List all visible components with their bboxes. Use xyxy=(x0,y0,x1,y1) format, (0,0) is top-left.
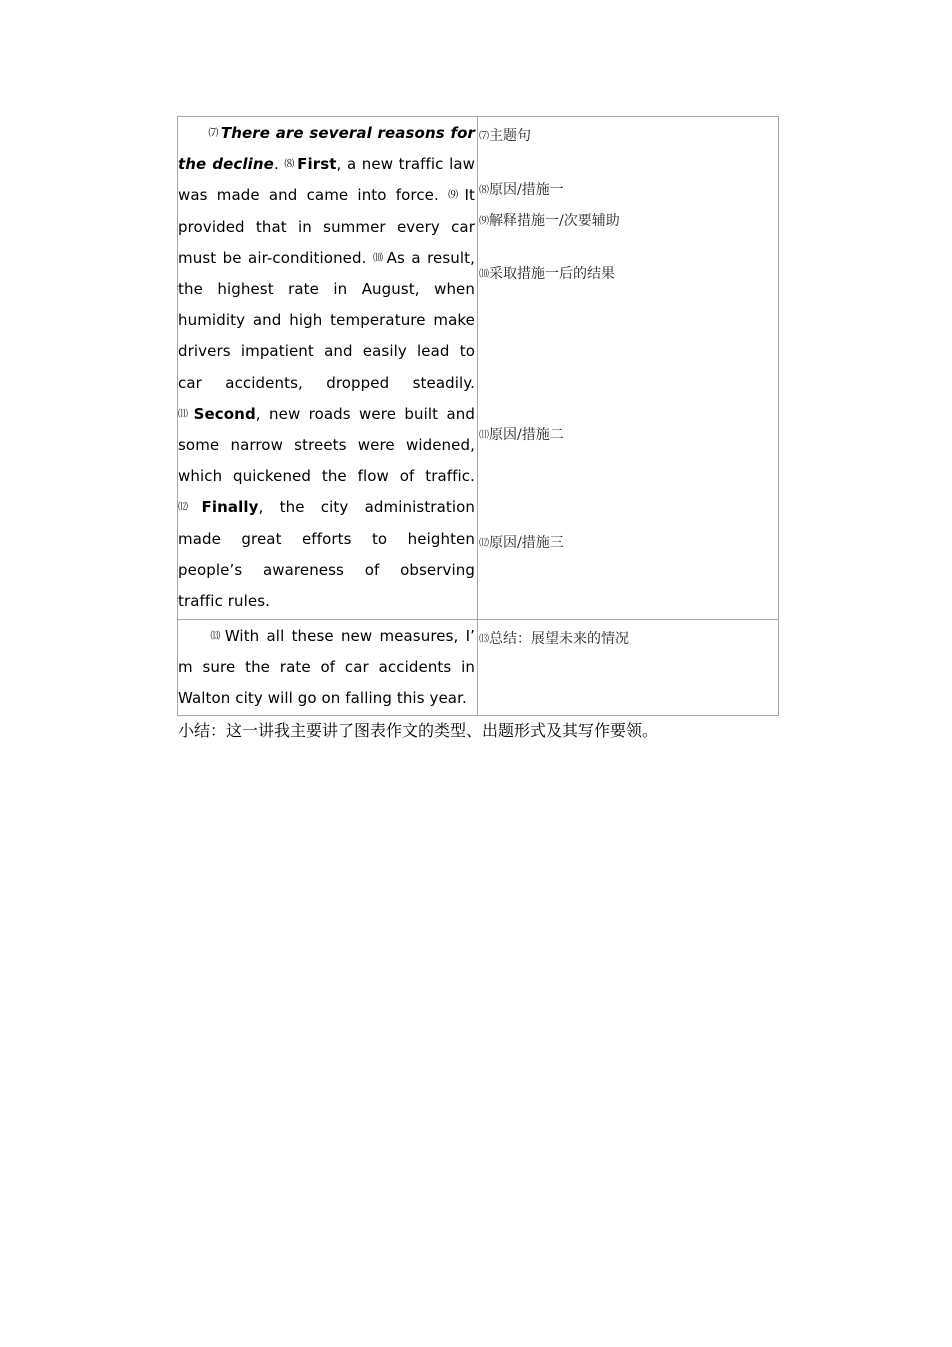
annotation-item: ⑺主题句 xyxy=(479,128,531,144)
annotation-item: ⑾原因/措施二 xyxy=(479,427,564,443)
sentence-text: As a result, the highest rate in August, when humidity and high temperature make drivers impatient and easily lead to car accidents, dropped steadily. xyxy=(178,248,475,392)
sentence-text: , the city administration made great efforts to heighten people’s awareness of observing traffic rules. xyxy=(178,498,475,611)
annotation-item: ⑽采取措施一后的结果 xyxy=(479,266,615,282)
annotation-cell xyxy=(478,620,779,716)
sentence-number: ⑻ xyxy=(284,159,296,171)
topic-sentence: There are several reasons for the decline xyxy=(178,124,475,174)
sentence-number: ⑾ xyxy=(178,408,192,420)
sentence-number: ⑼ xyxy=(448,190,463,202)
annotation-cell xyxy=(478,117,779,620)
sentence-number: ⑽ xyxy=(372,252,385,264)
essay-analysis-table xyxy=(177,116,779,716)
keyword-finally: Finally xyxy=(201,498,259,517)
annotation-item: ⒀总结：展望未来的情况 xyxy=(479,631,629,647)
table-row xyxy=(178,620,779,716)
keyword-first: First xyxy=(297,155,337,174)
essay-paragraph-conclusion xyxy=(178,620,477,715)
sentence-text: , new roads were built and some narrow streets were widened, which quickened the flow of traffic. xyxy=(178,404,475,486)
annotation-item: ⑿原因/措施三 xyxy=(479,535,564,551)
annotation-item: ⑻原因/措施一 xyxy=(479,182,564,198)
sentence-text: It provided that in summer every car must be air-conditioned. xyxy=(178,186,476,267)
sentence-number: ⑿ xyxy=(178,502,200,514)
sentence-text: , a new traffic law was made and came into force. xyxy=(178,155,475,205)
essay-text-cell xyxy=(178,117,478,620)
sentence-number: ⒀ xyxy=(208,631,223,642)
essay-text-cell xyxy=(178,620,478,716)
sentence-number: ⑺ xyxy=(208,128,219,139)
keyword-second: Second xyxy=(193,404,256,423)
annotation-item: ⑼解释措施一/次要辅助 xyxy=(479,213,620,229)
sentence-text: With all these new measures, I’ m sure the rate of car accidents in Walton city will go on falling this year. xyxy=(178,627,475,708)
essay-paragraph-body: ⑺ There are several reasons for the decline. ⑻ First, a new traffic law was made and came into force. ⑼ It provided that in summer every car must be air-conditioned. ⑽ As a result, the highest rate in August, when humidity and high temperature make drivers impatient and easily lead to car accidents, dropped steadily. ⑾ Second, new roads were built and some narrow streets were widened, which quickened the flow of traffic. ⑿ Finally, the city administration made great efforts to heighten people’s awareness of observing traffic rules. xyxy=(178,124,476,611)
table-row xyxy=(178,117,779,620)
lesson-summary: 小结：这一讲我主要讲了图表作文的类型、出题形式及其写作要领。 xyxy=(178,721,659,740)
